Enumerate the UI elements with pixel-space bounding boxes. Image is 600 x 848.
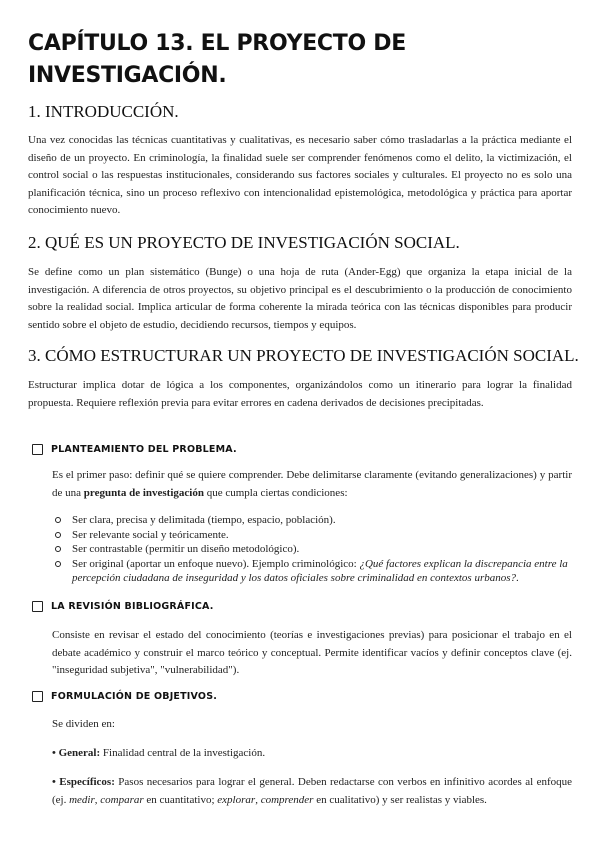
checkbox-icon[interactable]	[32, 444, 43, 455]
list-item: Ser contrastable (permitir un diseño metodológico).	[52, 542, 572, 557]
chapter-title: CAPÍTULO 13. EL PROYECTO DE INVESTIGACIÓN.	[28, 31, 406, 88]
list-item: Ser original (aportar un enfoque nuevo). Ejemplo criminológico: ¿Qué factores explican la discrepancia entre la percepción ciudadana de inseguridad y los datos oficiales sobre criminalidad en contextos urbanos?.	[52, 557, 572, 586]
planteamiento-body: Es el primer paso: definir qué se quiere comprender. Debe delimitarse claramente (evitando generalizaciones) y partir de una pregunta de investigación que cumpla ciertas condiciones:	[52, 469, 572, 499]
section-heading-como-estructurar: 3. CÓMO ESTRUCTURAR UN PROYECTO DE INVESTIGACIÓN SOCIAL.	[28, 346, 579, 365]
list-item: Ser relevante social y teóricamente.	[52, 528, 572, 543]
section-heading-que-es: 2. QUÉ ES UN PROYECTO DE INVESTIGACIÓN SOCIAL.	[28, 233, 460, 252]
section-heading-introduccion: 1. INTRODUCCIÓN.	[28, 102, 179, 121]
conditions-list	[52, 513, 572, 586]
example-question: ¿Qué factores explican la discrepancia entre la percepción ciudadana de inseguridad y los datos oficiales sobre criminalidad en contextos urbanos?	[72, 557, 568, 584]
checklist-item-revision[interactable]	[32, 598, 214, 614]
revision-body: Consiste en revisar el estado del conocimiento (teorías e investigaciones previas) para posicionar el trabajo en el debate académico y construir el marco teórico y conceptual. Permite identificar vacíos y definir conceptos clave (ej. "inseguridad subjetiva", "vulnerabilidad").	[52, 629, 572, 676]
section-body-que-es: Se define como un plan sistemático (Bunge) o una hoja de ruta (Ander-Egg) que organiza la etapa inicial de la investigación. A diferencia de otros proyectos, su objetivo principal es el descubrimiento o la producción de conocimiento sobre la realidad social. Implica articular de forma coherente la mirada teórica con las técnicas disponibles para producir sentido sobre el objeto de estudio, decidiendo recursos, tiempos y equipos.	[28, 266, 572, 331]
bullet-circle-icon	[55, 532, 61, 538]
list-item: Ser clara, precisa y delimitada (tiempo, espacio, población).	[52, 513, 572, 528]
objetivos-especificos: • Específicos: Pasos necesarios para lograr el general. Deben redactarse con verbos en infinitivo acordes al enfoque (ej. medir, comparar en cuantitativo; explorar, comprender en cualitativo) y ser realistas y viables.	[52, 776, 572, 806]
checkbox-icon[interactable]	[32, 601, 43, 612]
checkbox-icon[interactable]	[32, 691, 43, 702]
checklist-label: LA REVISIÓN BIBLIOGRÁFICA.	[51, 600, 214, 612]
section-body-introduccion: Una vez conocidas las técnicas cuantitativas y cualitativas, es necesario saber cómo trasladarlas a la práctica mediante el diseño de un proyecto. En criminología, la finalidad suele ser comprender fenómenos como el delito, la victimización, el control social o las respuestas institucionales, considerando sus factores sociales y culturales. El proyecto no es solo una planificación técnica, sino un proceso reflexivo con intencionalidad epistemológica, metodológica y práctica para aportar conocimiento nuevo.	[28, 134, 572, 216]
checklist-item-objetivos[interactable]	[32, 688, 217, 704]
objetivo-general: • General: Finalidad central de la investigación.	[52, 747, 266, 759]
bullet-circle-icon	[55, 517, 61, 523]
bullet-circle-icon	[55, 546, 61, 552]
checklist-label: PLANTEAMIENTO DEL PROBLEMA.	[51, 443, 237, 455]
section-body-como-estructurar: Estructurar implica dotar de lógica a los componentes, organizándolos como un itinerario para lograr la finalidad propuesta. Requiere reflexión previa para evitar errores en cadena derivados de decisiones precipitadas.	[28, 379, 572, 409]
objetivos-intro: Se dividen en:	[52, 718, 115, 730]
checklist-label: FORMULACIÓN DE OBJETIVOS.	[51, 690, 218, 702]
bullet-circle-icon	[55, 561, 61, 567]
checklist-item-planteamiento[interactable]	[32, 441, 237, 457]
bold-term: pregunta de investigación	[83, 486, 204, 499]
